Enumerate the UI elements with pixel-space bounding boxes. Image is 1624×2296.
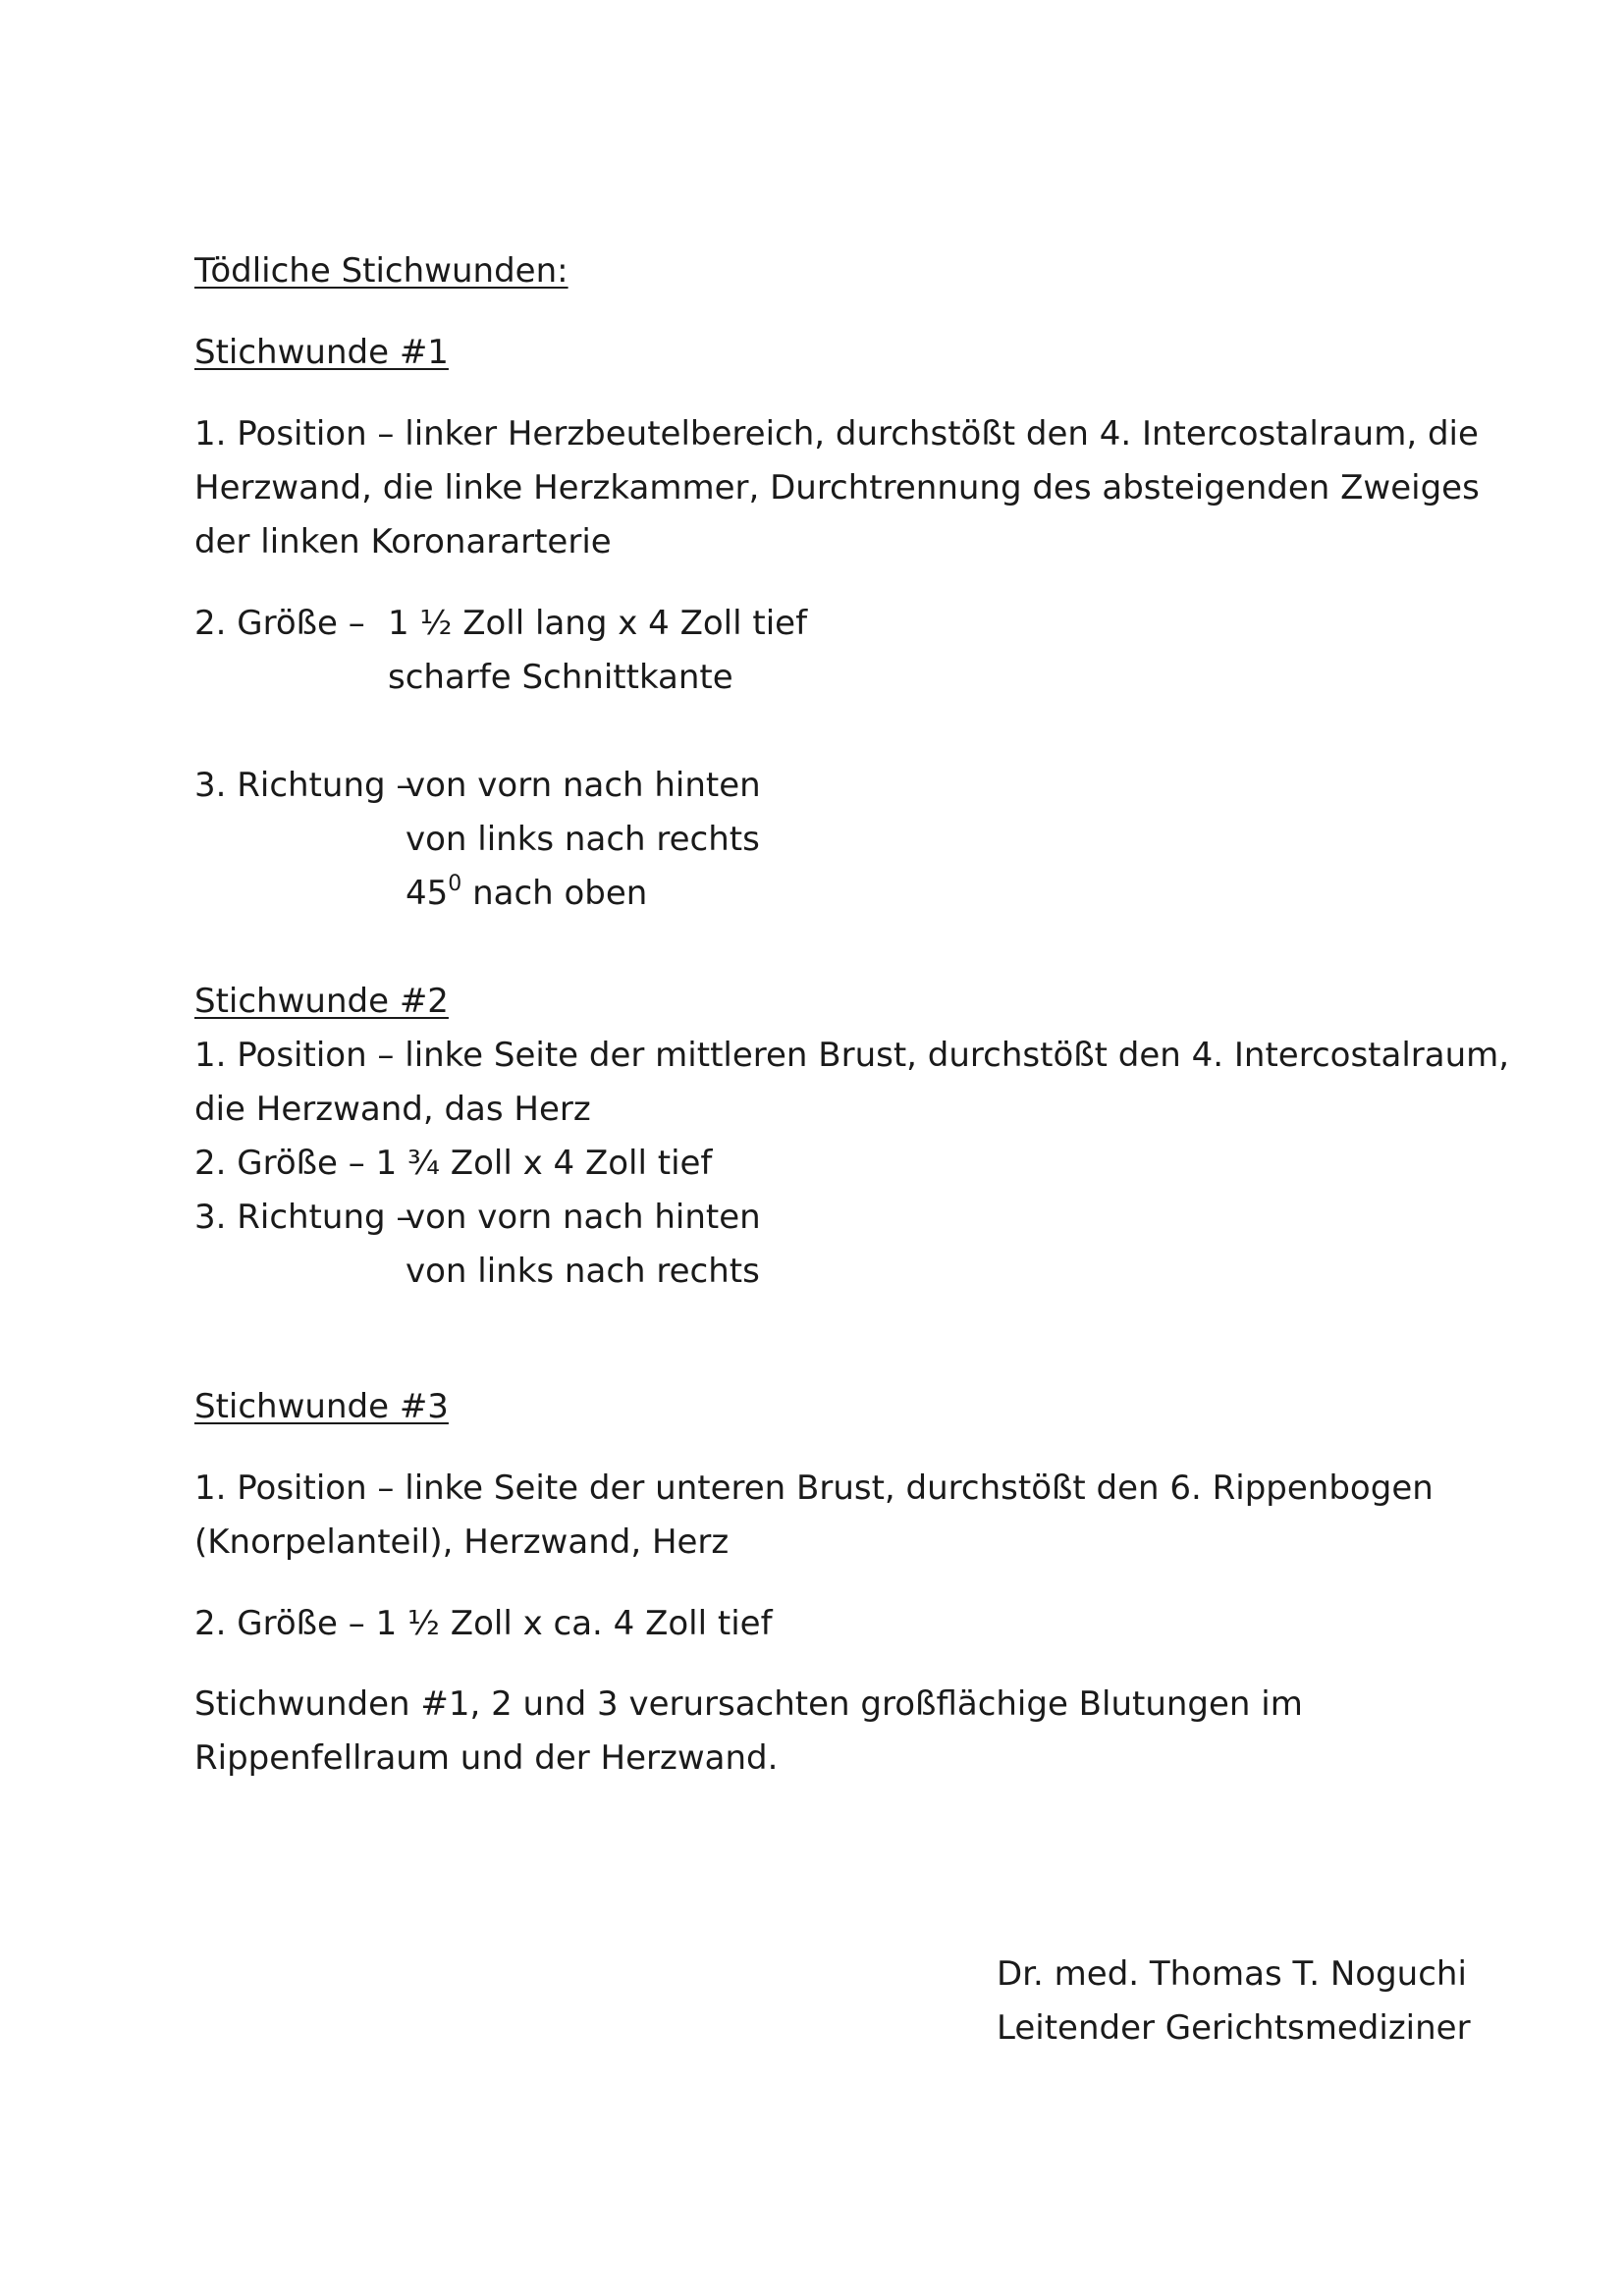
- wound3-title: Stichwunde #3: [194, 1387, 449, 1426]
- wound3-position-line-2: (Knorpelanteil), Herzwand, Herz: [194, 1522, 730, 1562]
- wound1-direction-line-2: von links nach rechts: [406, 820, 760, 859]
- wound1-direction-line-3: [406, 874, 647, 914]
- signature-name: Dr. med. Thomas T. Noguchi: [997, 1954, 1467, 1994]
- angle-superscript: 0: [448, 872, 462, 896]
- signature-role: Leitender Gerichtsmediziner: [997, 2008, 1471, 2048]
- wound1-position-line-1: 1. Position – linker Herzbeutelbereich, durchstößt den 4. Intercostalraum, die: [194, 414, 1479, 454]
- angle-rest: nach oben: [461, 874, 648, 913]
- wound2-size: 2. Größe – 1 ¾ Zoll x 4 Zoll tief: [194, 1144, 713, 1183]
- wound2-direction-line-1: von vorn nach hinten: [406, 1198, 761, 1237]
- wound1-title: Stichwunde #1: [194, 333, 449, 372]
- wound1-direction-label: 3. Richtung –: [194, 766, 413, 805]
- wound2-position-line-1: 1. Position – linke Seite der mittleren Brust, durchstößt den 4. Intercostalraum,: [194, 1036, 1510, 1075]
- summary-line-1: Stichwunden #1, 2 und 3 verursachten großflächige Blutungen im: [194, 1684, 1303, 1724]
- wound1-position-line-2: Herzwand, die linke Herzkammer, Durchtrennung des absteigenden Zweiges: [194, 468, 1480, 507]
- wound1-size-line-2: scharfe Schnittkante: [388, 658, 733, 697]
- wound2-title: Stichwunde #2: [194, 982, 449, 1021]
- wound1-position-line-3: der linken Koronararterie: [194, 522, 612, 561]
- wound3-position-line-1: 1. Position – linke Seite der unteren Brust, durchstößt den 6. Rippenbogen: [194, 1468, 1434, 1508]
- wound3-size: 2. Größe – 1 ½ Zoll x ca. 4 Zoll tief: [194, 1604, 773, 1643]
- wound2-direction-label: 3. Richtung –: [194, 1198, 413, 1237]
- wound1-size-line-1: 1 ½ Zoll lang x 4 Zoll tief: [388, 604, 808, 643]
- summary-line-2: Rippenfellraum und der Herzwand.: [194, 1738, 779, 1778]
- document-heading: Tödliche Stichwunden:: [194, 251, 568, 291]
- wound2-direction-line-2: von links nach rechts: [406, 1252, 760, 1291]
- angle-value: 45: [406, 874, 449, 913]
- wound1-direction-line-1: von vorn nach hinten: [406, 766, 761, 805]
- wound1-size-label: 2. Größe –: [194, 604, 365, 643]
- wound2-position-line-2: die Herzwand, das Herz: [194, 1090, 591, 1129]
